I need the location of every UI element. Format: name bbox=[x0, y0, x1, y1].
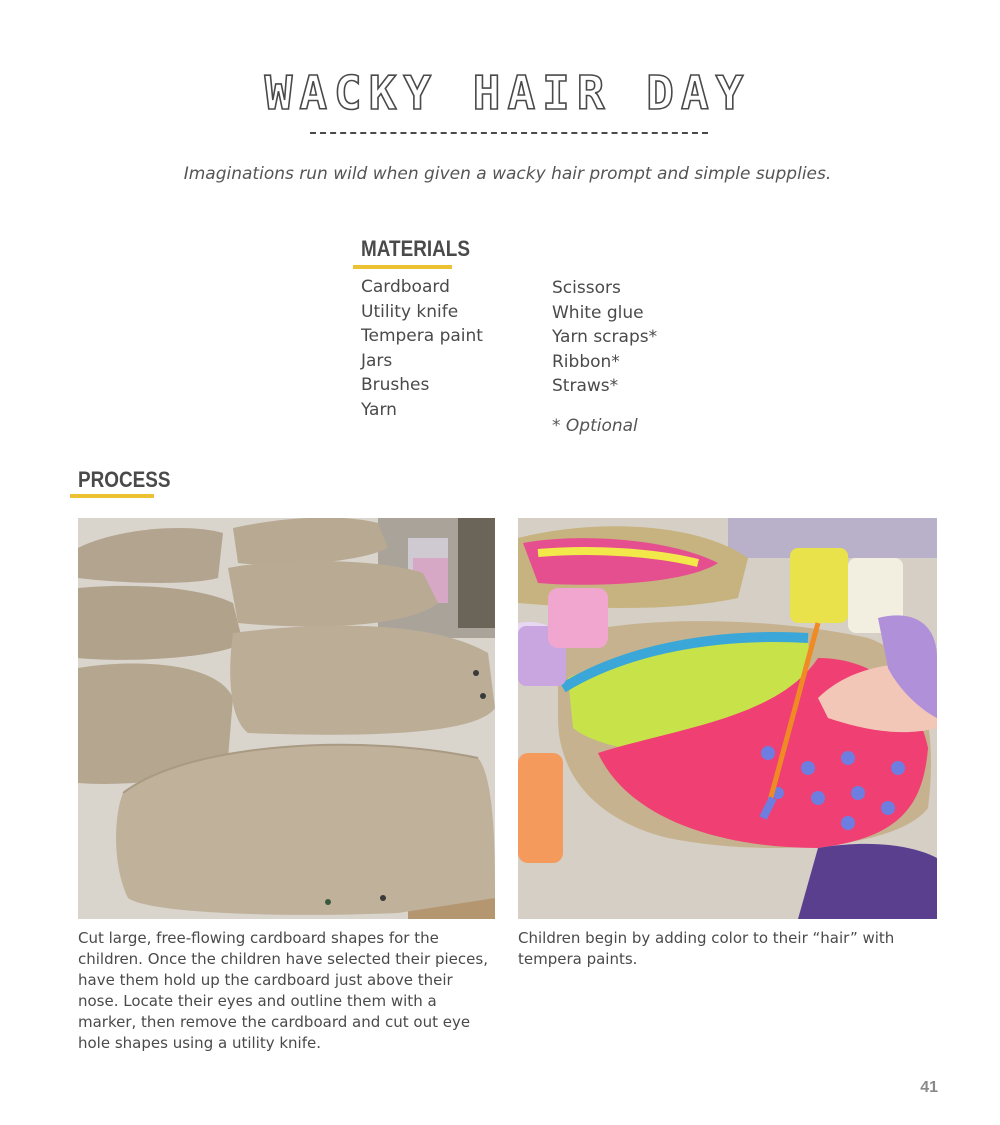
material-item: Yarn bbox=[361, 399, 397, 420]
material-item: Utility knife bbox=[361, 301, 459, 322]
title-dashed-rule bbox=[310, 132, 708, 134]
photo-painting-hair bbox=[518, 518, 937, 919]
material-item: Ribbon* bbox=[552, 351, 620, 372]
material-item: Cardboard bbox=[361, 277, 450, 297]
caption-step-1: Cut large, free-flowing cardboard shapes for the children. Once the children have selected their pieces, have them hold up the cardboard just above their nose. Locate their eyes and outline them with a marker, then remove the cardboard and cut out eye hole shapes using a utility knife. bbox=[78, 929, 488, 1052]
materials-list-col-1 bbox=[361, 275, 483, 423]
material-item: White glue bbox=[552, 302, 644, 323]
page-number: 41 bbox=[920, 1079, 938, 1096]
materials-heading: MATERIALS bbox=[361, 236, 470, 261]
material-item: Brushes bbox=[361, 375, 430, 396]
process-heading-underline bbox=[70, 494, 154, 498]
process-heading: PROCESS bbox=[78, 467, 171, 492]
page-title: WACKY HAIR DAY bbox=[264, 66, 751, 120]
page-subtitle: Imaginations run wild when given a wacky hair prompt and simple supplies. bbox=[183, 164, 832, 184]
material-item: Yarn scraps* bbox=[552, 327, 658, 348]
photo-cardboard-shapes bbox=[78, 518, 495, 919]
material-item: Tempera paint bbox=[361, 326, 483, 347]
materials-list-col-2 bbox=[552, 276, 657, 399]
material-item: Jars bbox=[361, 350, 393, 371]
materials-heading-underline bbox=[353, 265, 452, 269]
caption-step-2: Children begin by adding color to their “hair” with tempera paints. bbox=[518, 929, 895, 968]
optional-note: * Optional bbox=[552, 416, 638, 436]
material-item: Scissors bbox=[552, 278, 621, 298]
material-item: Straws* bbox=[552, 376, 619, 397]
